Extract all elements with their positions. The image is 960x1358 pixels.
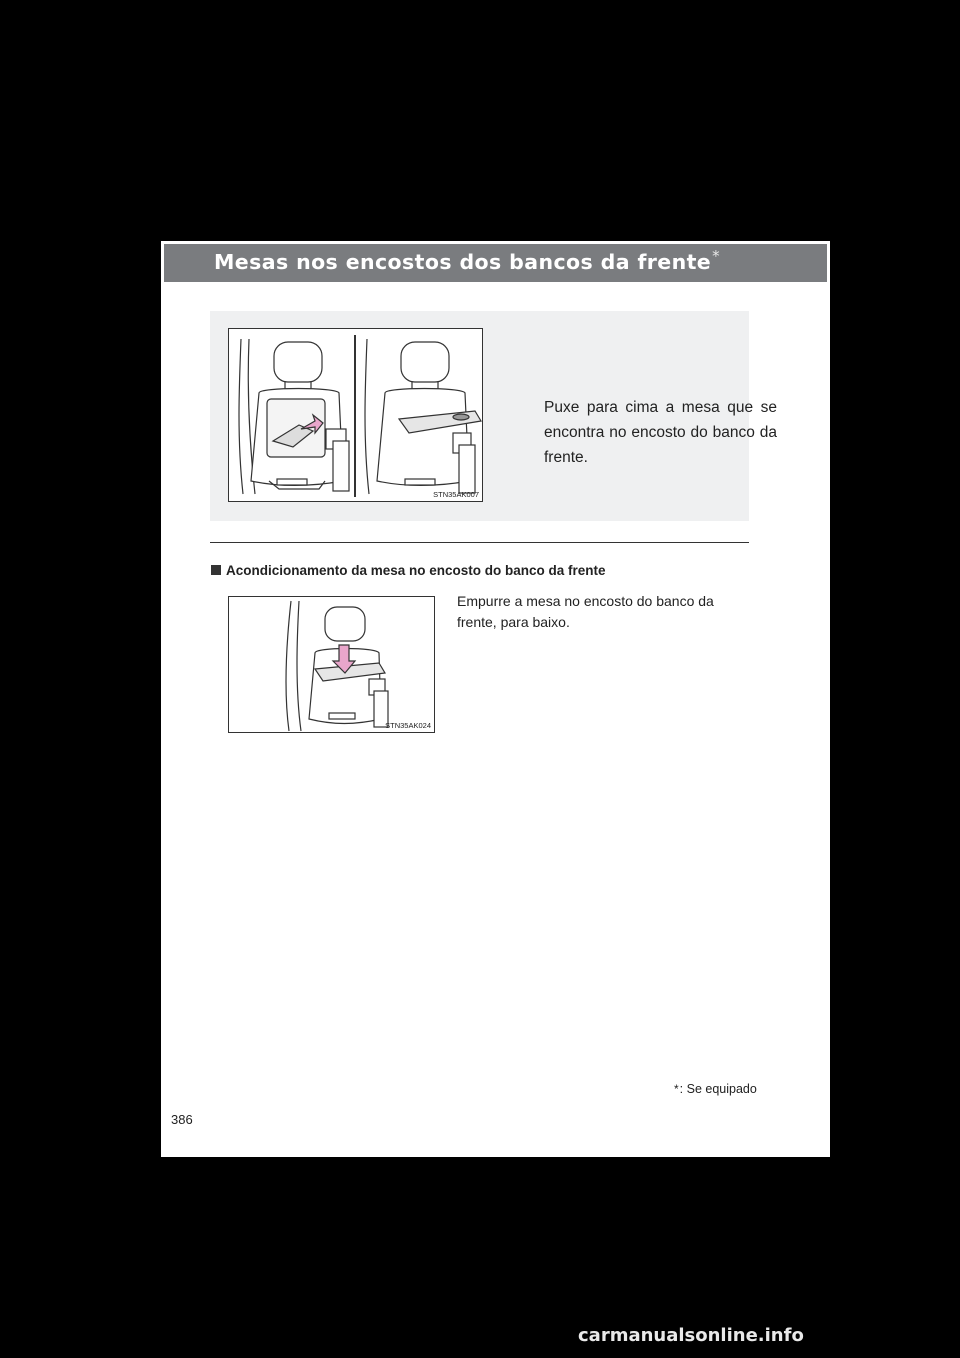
equipped-marker: * xyxy=(712,247,721,265)
subsection-heading: Acondicionamento da mesa no encosto do banco da frente xyxy=(211,563,606,578)
page-title: Mesas nos encostos dos bancos da frente* xyxy=(214,247,721,274)
figure-code: STN35AK007 xyxy=(433,490,479,499)
seat-table-stow-illustration xyxy=(229,597,434,732)
manual-page xyxy=(161,241,830,1157)
figure-push-down-table xyxy=(228,596,435,733)
section-header-bar xyxy=(164,244,827,282)
watermark: carmanualsonline.info xyxy=(578,1325,804,1346)
square-bullet-icon xyxy=(211,565,221,575)
figure-pull-up-table xyxy=(228,328,483,502)
section-divider xyxy=(210,542,749,543)
footnote: *: Se equipado xyxy=(674,1082,757,1096)
figure-code: STN35AK024 xyxy=(385,721,431,730)
instruction-panel xyxy=(210,311,777,521)
step-instruction: Puxe para cima a mesa que se encontra no encosto do banco da frente. xyxy=(544,399,777,466)
page-number: 386 xyxy=(171,1112,193,1127)
seat-table-illustration xyxy=(229,329,482,501)
equipped-marker: * xyxy=(674,1082,679,1096)
section-instruction: Empurre a mesa no encosto do banco da frente, para baixo. xyxy=(457,593,714,630)
